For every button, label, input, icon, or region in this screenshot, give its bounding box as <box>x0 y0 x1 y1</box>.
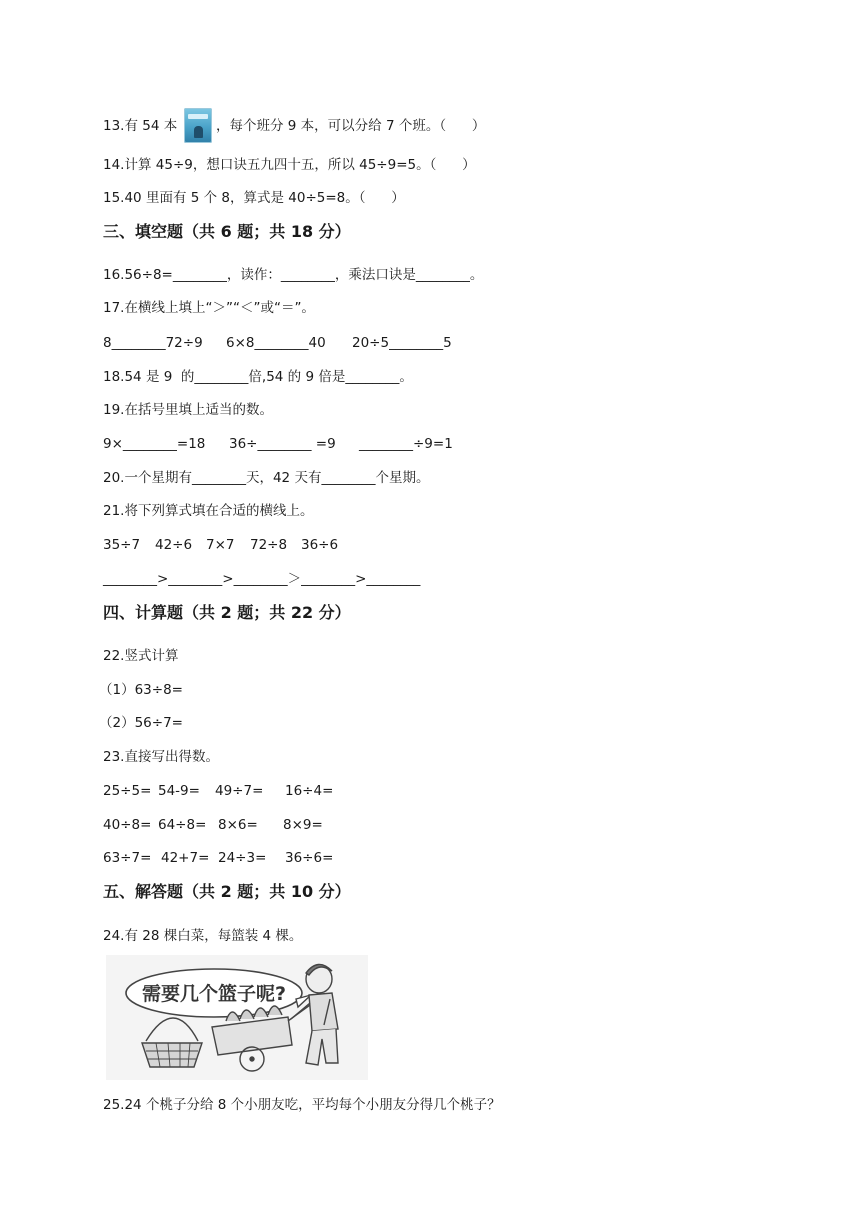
question-20: 20.一个星期有________天，42 天有________个星期。 <box>103 470 430 486</box>
question-13-part1: 13.有 54 本 <box>103 118 178 134</box>
section-3-heading: 三、填空题（共 6 题；共 18 分） <box>103 222 351 241</box>
q23-item: 63÷7= <box>103 850 152 866</box>
question-22-part-1: （1）63÷8= <box>99 682 183 698</box>
question-17-items <box>103 333 803 353</box>
q19-item: 9×________=18 <box>103 436 206 452</box>
q17-item: 6×8________40 <box>226 335 326 351</box>
question-16: 16.56÷8=________，读作：________，乘法口诀是________。 <box>103 267 484 283</box>
question-21: 21.将下列算式填在合适的横线上。 <box>103 503 314 519</box>
q17-item: 20÷5________5 <box>352 335 452 351</box>
q23-item: 24÷3= <box>218 850 267 866</box>
q23-item: 36÷6= <box>285 850 334 866</box>
question-23-row-2 <box>103 815 803 835</box>
q23-item: 42+7= <box>161 850 210 866</box>
q21-expression: 72÷8 <box>250 537 288 553</box>
q21-expression: 36÷6 <box>301 537 339 553</box>
q21-expression: 7×7 <box>206 537 235 553</box>
q19-item: ________÷9=1 <box>359 436 453 452</box>
question-23-row-3 <box>103 848 803 868</box>
question-19: 19.在括号里填上适当的数。 <box>103 402 273 418</box>
question-17: 17.在横线上填上“＞”“＜”或“＝”。 <box>103 300 315 316</box>
q23-item: 16÷4= <box>285 783 334 799</box>
q19-item: 36÷________ =9 <box>229 436 336 452</box>
book-image <box>184 108 212 143</box>
question-19-items <box>103 434 803 454</box>
q21-expression: 35÷7 <box>103 537 141 553</box>
question-25: 25.24 个桃子分给 8 个小朋友吃，平均每个小朋友分得几个桃子？ <box>103 1097 501 1113</box>
question-22-part-2: （2）56÷7= <box>99 715 183 731</box>
q23-item: 8×6= <box>218 817 258 833</box>
q23-item: 25÷5= <box>103 783 152 799</box>
question-21-order-blanks: ________>________>________＞________>________ <box>103 571 421 587</box>
question-23-row-1 <box>103 781 803 801</box>
question-24: 24.有 28 棵白菜，每篮装 4 棵。 <box>103 928 303 944</box>
question-21-expressions <box>103 535 803 555</box>
q23-item: 49÷7= <box>215 783 264 799</box>
section-4-heading: 四、计算题（共 2 题；共 22 分） <box>103 603 351 622</box>
question-18: 18.54 是 9 的________倍,54 的 9 倍是________。 <box>103 369 413 385</box>
q23-item: 54-9= <box>158 783 200 799</box>
question-22: 22.竖式计算 <box>103 648 179 664</box>
q23-item: 64÷8= <box>158 817 207 833</box>
cabbage-cart-illustration <box>106 955 368 1080</box>
q21-expression: 42÷6 <box>155 537 193 553</box>
question-13-part2: ，每个班分 9 本，可以分给 7 个班。（ ） <box>216 118 486 134</box>
q23-item: 8×9= <box>283 817 323 833</box>
speech-bubble-text: 需要几个篮子呢? <box>141 983 287 1005</box>
question-14: 14.计算 45÷9，想口诀五九四十五，所以 45÷9=5。（ ） <box>103 157 476 173</box>
q23-item: 40÷8= <box>103 817 152 833</box>
question-15: 15.40 里面有 5 个 8，算式是 40÷5=8。（ ） <box>103 190 405 206</box>
question-23: 23.直接写出得数。 <box>103 749 219 765</box>
section-5-heading: 五、解答题（共 2 题；共 10 分） <box>103 882 351 901</box>
q17-item: 8________72÷9 <box>103 335 203 351</box>
